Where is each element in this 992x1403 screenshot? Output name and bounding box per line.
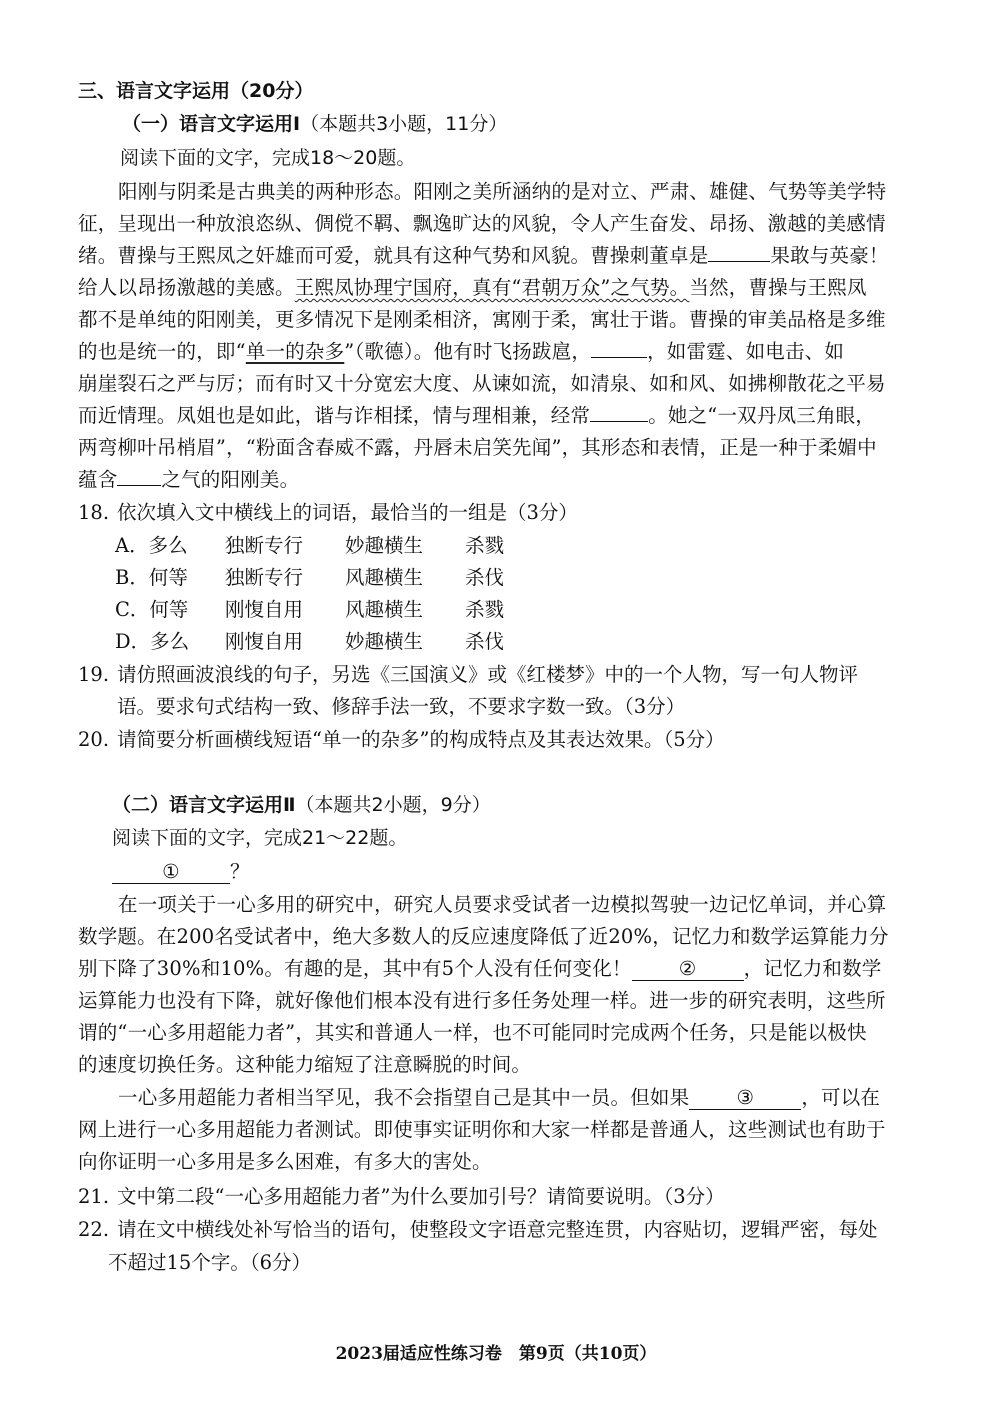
question-19-line-1: 请仿照画波浪线的句子，另选《三国演义》或《红楼梦》中的一个人物，写一句人物评 [117, 663, 859, 686]
option-a-word3: 杀戮 [465, 534, 505, 557]
passage2-line-7b: ，可以在 [801, 1086, 881, 1109]
passage2-line-1: 在一项关于一心多用的研究中，研究人员要求受试者一边模拟驾驶一边记忆单词，并心算 [118, 893, 887, 916]
question-20 [78, 724, 725, 752]
question-19-line-2: 语。要求句式结构一致、修辞手法一致，不要求字数一致。（3分） [117, 695, 686, 718]
passage2-blank-3: ③ [689, 1086, 801, 1110]
passage1-line-3b: 果敢与英豪！ [770, 244, 889, 267]
passage2-line-5: 谓的“一心多用超能力者”，其实和普通人一样，也不可能同时完成两个任务，只是能以极快 [78, 1021, 867, 1044]
part2-title [112, 790, 491, 817]
option-a-word2: 妙趣横生 [345, 534, 424, 557]
passage2-heading [112, 856, 250, 884]
passage2-line-6: 的速度切换任务。这种能力缩短了注意瞬脱的时间。 [78, 1053, 532, 1076]
option-d-word3: 杀伐 [465, 630, 505, 653]
passage1-line-6 [78, 336, 844, 364]
option-b-word2: 风趣横生 [345, 566, 424, 589]
passage1-line-2: 征，呈现出一种放浪恣纵、倜傥不羁、飘逸旷达的风貌，令人产生奋发、昂扬、激越的美感情 [78, 212, 886, 235]
question-18-text: 依次填入文中横线上的词语，最恰当的一组是（3分） [117, 501, 578, 524]
passage1-line-6b: ”（歌德）。他有时飞扬跋扈， [344, 340, 592, 363]
part1-instruction: 阅读下面的文字，完成18～20题。 [120, 147, 416, 169]
question-22-line-1: 请在文中横线处补写恰当的语句，使整段文字语意完整连贯，内容贴切，逻辑严密，每处 [117, 1218, 878, 1241]
passage1-line-10 [78, 464, 299, 492]
option-d-word1: 刚愎自用 [225, 630, 304, 653]
section-title: 三、语言文字运用（20分） [78, 80, 314, 102]
question-21-text: 文中第二段“一心多用超能力者”为什么要加引号？请简要说明。（3分） [117, 1185, 725, 1208]
part1-title-text: （一）语言文字运用Ⅰ [122, 113, 301, 135]
wavy-sentence: 王熙凤协理宁国府，真有“君朝万众”之气势。 [294, 276, 690, 299]
passage2-line-8: 网上进行一心多用超能力者测试。即使事实证明你和大家一样都是普通人，这些测试也有助于 [78, 1118, 886, 1141]
part2-note: （本题共2小题，9分） [295, 794, 491, 816]
passage2-line-7 [118, 1082, 880, 1110]
page-footer: 2023届适应性练习卷 第9页（共10页） [335, 1344, 657, 1364]
part2-title-text: （二）语言文字运用Ⅱ [112, 794, 296, 816]
option-d-label: D．多么 [115, 630, 190, 653]
question-19 [78, 659, 858, 687]
question-20-number: 20. [78, 728, 110, 751]
passage1-line-9: 两弯柳叶吊梢眉”，“粉面含春威不露，丹唇未启笑先闻”，其形态和表情，正是一种于柔媚中 [78, 436, 877, 459]
passage1-line-4 [78, 272, 867, 300]
passage1-line-3 [78, 240, 889, 268]
passage1-line-3a: 绪。曹操与王熙凤之奸雄而可爱，就具有这种气势和风貌。曹操刺董卓是 [78, 244, 709, 267]
question-19-number: 19. [78, 663, 110, 686]
part1-title [122, 109, 507, 136]
passage2-line-7a: 一心多用超能力者相当罕见，我不会指望自己是其中一员。但如果 [118, 1086, 690, 1109]
option-a-label: A．多么 [115, 534, 188, 557]
question-22-line-2: 不超过15个字。（6分） [108, 1251, 311, 1274]
option-c-word1: 刚愎自用 [225, 598, 304, 621]
blank-1 [708, 242, 770, 263]
blank-3 [590, 402, 648, 423]
passage2-heading-question-mark: ？ [230, 860, 250, 883]
question-18-number: 18. [78, 501, 110, 524]
question-21-number: 21. [78, 1185, 110, 1208]
passage1-line-6a: 的也是统一的，即“ [78, 340, 246, 363]
option-a [115, 530, 504, 558]
blank-4 [117, 466, 161, 487]
passage1-line-1: 阳刚与阴柔是古典美的两种形态。阳刚之美所涵纳的是对立、严肃、雄健、气势等美学特 [118, 180, 887, 203]
option-c [115, 594, 504, 622]
passage2-line-3b: ，记忆力和数学 [743, 957, 882, 980]
passage1-line-8 [78, 400, 875, 428]
passage1-line-5: 都不是单纯的阳刚美，更多情况下是刚柔相济，寓刚于柔，寓壮于谐。曹操的审美品格是多维 [78, 308, 886, 331]
question-20-text: 请简要分析画横线短语“单一的杂多”的构成特点及其表达效果。（5分） [117, 728, 725, 751]
question-22 [78, 1214, 878, 1242]
option-d [115, 626, 504, 654]
passage2-line-9: 向你证明一心多用是多么困难，有多大的害处。 [78, 1150, 492, 1173]
passage2-line-3 [78, 953, 882, 981]
passage1-line-4b: 当然，曹操与王熙凤 [689, 276, 867, 299]
passage2-line-3a: 别下降了30%和10%。有趣的是，其中有5个人没有任何变化！ [78, 957, 632, 980]
option-a-word1: 独断专行 [225, 534, 304, 557]
option-d-word2: 妙趣横生 [345, 630, 424, 653]
underlined-phrase: 单一的杂多 [245, 340, 345, 363]
option-b [115, 562, 504, 590]
option-c-word2: 风趣横生 [345, 598, 424, 621]
option-b-word1: 独断专行 [225, 566, 304, 589]
option-c-word3: 杀戮 [465, 598, 505, 621]
option-b-word3: 杀伐 [465, 566, 505, 589]
passage2-blank-2: ② [632, 957, 744, 981]
passage2-line-4: 运算能力也没有下降，就好像他们根本没有进行多任务处理一样。进一步的研究表明，这些所 [78, 989, 886, 1012]
passage1-line-8b: 。她之“一双丹凤三角眼， [648, 404, 876, 427]
passage1-line-10b: 之气的阳刚美。 [161, 468, 300, 491]
passage2-line-2: 数学题。在200名受试者中，绝大多数人的反应速度降低了近20%，记忆力和数学运算能力分 [78, 925, 889, 948]
question-18 [78, 497, 578, 525]
passage1-line-10a: 蕴含 [78, 468, 118, 491]
blank-2 [591, 338, 647, 359]
passage1-line-7: 崩崖裂石之严与厉；而有时又十分宽宏大度、从谏如流，如清泉、如和风、如拂柳散花之平易 [78, 372, 886, 395]
part1-note: （本题共3小题，11分） [300, 113, 508, 135]
passage1-line-6c: ，如雷霆、如电击、如 [647, 340, 845, 363]
question-21 [78, 1181, 725, 1209]
passage1-line-8a: 而近情理。凤姐也是如此，谐与诈相揉，情与理相兼，经常 [78, 404, 591, 427]
option-b-label: B．何等 [115, 566, 188, 589]
passage1-line-4a: 给人以昂扬激越的美感。 [78, 276, 295, 299]
passage2-heading-blank: ① [112, 860, 230, 884]
part2-instruction: 阅读下面的文字，完成21～22题。 [112, 827, 408, 849]
question-22-number: 22. [78, 1218, 110, 1241]
option-c-label: C．何等 [115, 598, 189, 621]
